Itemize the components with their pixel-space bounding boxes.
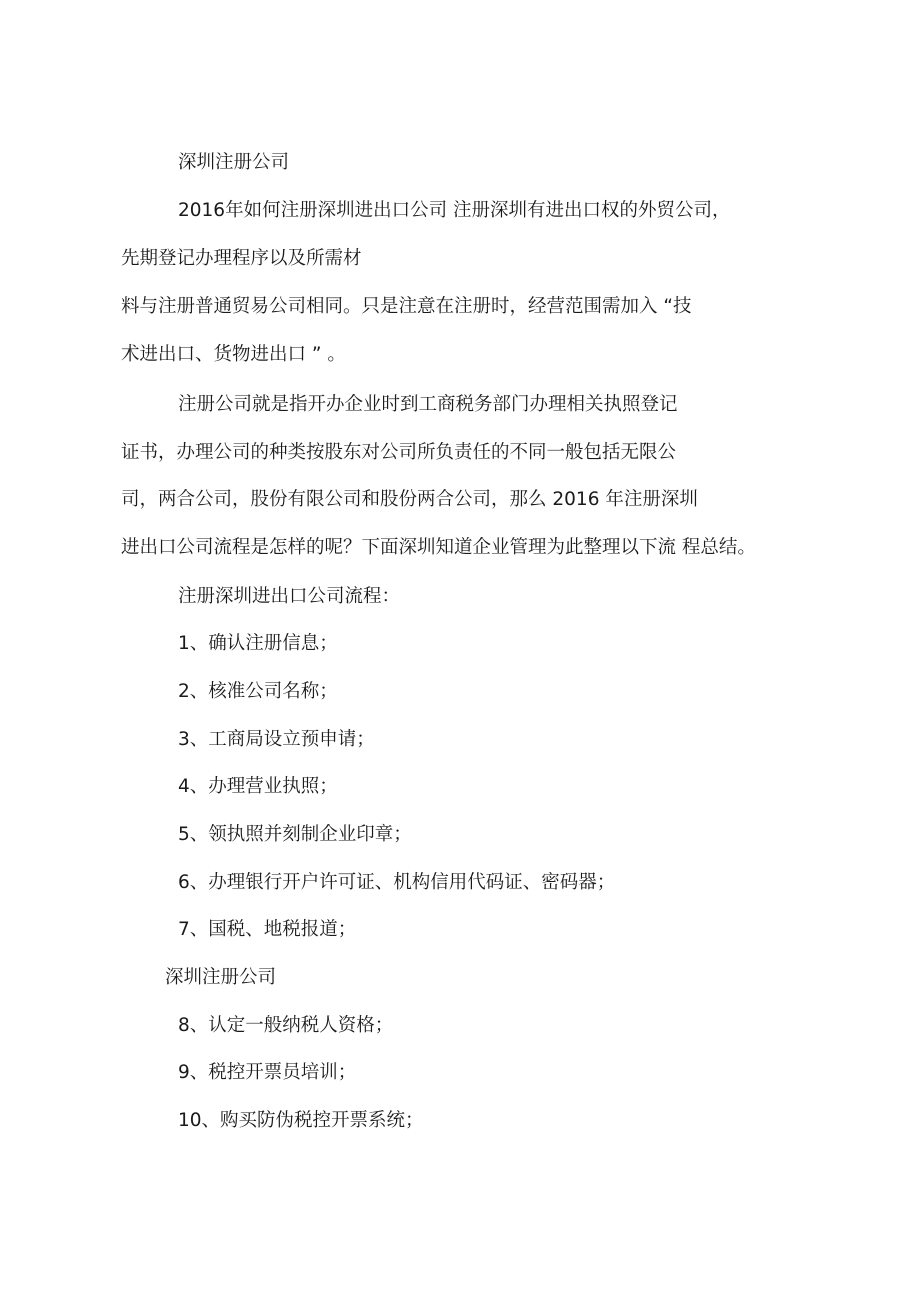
step-item: 9、税控开票员培训；	[178, 1062, 357, 1083]
step-item: 4、办理营业执照；	[178, 776, 338, 797]
subheading: 深圳注册公司	[165, 967, 277, 988]
step-item: 1、确认注册信息；	[178, 633, 338, 654]
step-item: 6、办理银行开户许可证、机构信用代码证、密码器；	[178, 872, 616, 893]
paragraph-2-line-1: 注册公司就是指开办企业时到工商税务部门办理相关执照登记	[178, 394, 678, 415]
step-item: 3、工商局设立预申请；	[178, 729, 375, 750]
step-item: 2、核准公司名称；	[178, 681, 338, 702]
paragraph-2-line-4: 进出口公司流程是怎样的呢？下面深圳知道企业管理为此整理以下流 程总结。	[121, 537, 756, 558]
process-title: 注册深圳进出口公司流程：	[178, 586, 401, 607]
document-heading: 深圳注册公司	[178, 152, 290, 173]
paragraph-1-line-2: 先期登记办理程序以及所需材	[121, 248, 362, 269]
step-item: 5、领执照并刻制企业印章；	[178, 824, 412, 845]
paragraph-1-line-3: 料与注册普通贸易公司相同。只是注意在注册时，经营范围需加入 “技	[121, 296, 692, 317]
paragraph-1-line-4: 术进出口、货物进出口 ” 。	[121, 344, 346, 365]
paragraph-2-line-3: 司，两合公司，股份有限公司和股份两合公司，那么 2016 年注册深圳	[121, 489, 698, 510]
step-item: 7、国税、地税报道；	[178, 919, 357, 940]
step-item: 8、认定一般纳税人资格；	[178, 1015, 394, 1036]
paragraph-1-line-1: 2016年如何注册深圳进出口公司 注册深圳有进出口权的外贸公司，	[178, 200, 731, 221]
step-item: 10、购买防伪税控开票系统；	[178, 1110, 424, 1131]
paragraph-2-line-2: 证书，办理公司的种类按股东对公司所负责任的不同一般包括无限公	[121, 442, 677, 463]
